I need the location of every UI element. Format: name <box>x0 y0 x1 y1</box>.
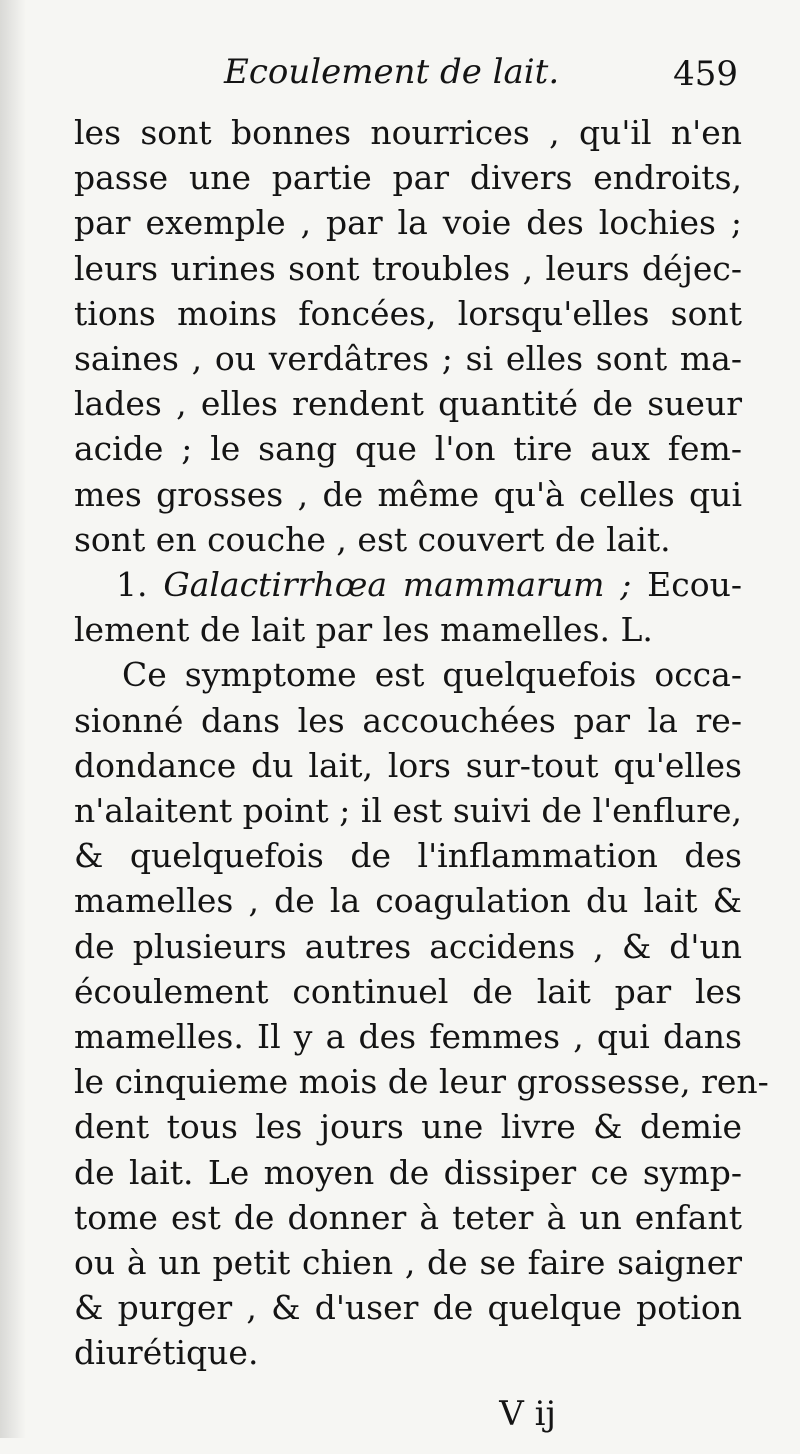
text-line: acide ; le sang que l'on tire aux fem- <box>74 429 742 469</box>
text-line: & quelquefois de l'inflammation des <box>74 836 742 876</box>
text-line: mamelles , de la coagulation du lait & <box>74 881 742 921</box>
section-heading-line <box>74 562 742 607</box>
text-line: mamelles. Il y a des femmes , qui dans <box>74 1017 742 1057</box>
text-line: passe une partie par divers endroits, <box>74 158 742 198</box>
text-line: leurs urines sont troubles , leurs déjec- <box>74 248 742 288</box>
text-line: saines , ou verdâtres ; si elles sont ma- <box>74 339 742 379</box>
text-line: mes grosses , de même qu'à celles qui <box>74 474 742 514</box>
text-line: écoulement continuel de lait par les <box>74 971 742 1011</box>
text-line: sionné dans les accouchées par la re- <box>74 700 742 740</box>
spine-shadow <box>0 0 26 1438</box>
text-line: le cinquieme mois de leur grossesse, ren- <box>74 1062 769 1102</box>
text-line: dent tous les jours une livre & demie <box>74 1107 742 1147</box>
text-line: par exemple , par la voie des lochies ; <box>74 203 742 243</box>
text-line: tome est de donner à teter à un enfant <box>74 1197 742 1237</box>
page-header <box>74 40 742 110</box>
page-number: 459 <box>673 54 738 94</box>
page-footer <box>74 1394 742 1454</box>
signature-mark: V ij <box>499 1393 556 1434</box>
section-number: 1. <box>116 565 148 605</box>
text-line: tions moins foncées, lorsqu'elles sont <box>74 293 742 333</box>
text-line: dondance du lait, lors sur-tout qu'elles <box>74 745 742 785</box>
section-heading-line-2: lement de lait par les mamelles. L. <box>74 610 653 650</box>
section-title-rest: Ecou- <box>647 565 742 605</box>
text-line: diurétique. <box>74 1333 259 1373</box>
text-line: & purger , & d'user de quelque potion <box>74 1288 742 1328</box>
text-line: n'alaitent point ; il est suivi de l'enflure, <box>74 791 742 831</box>
text-line: de lait. Le moyen de dissiper ce symp- <box>74 1152 742 1192</box>
text-line: sont en couche , est couvert de lait. <box>74 519 671 559</box>
text-line: les sont bonnes nourrices , qu'il n'en <box>74 113 742 152</box>
text-line: ou à un petit chien , de se faire saigner <box>74 1243 742 1283</box>
body-text <box>74 110 769 1376</box>
text-line: Ce symptome est quelquefois occa- <box>122 655 742 695</box>
text-line: de plusieurs autres accidens , & d'un <box>74 926 742 966</box>
running-title: Ecoulement de lait. <box>224 52 560 92</box>
text-line: lades , elles rendent quantité de sueur <box>74 384 742 424</box>
section-latin-title: Galactirrhœa mammarum ; <box>163 565 632 605</box>
